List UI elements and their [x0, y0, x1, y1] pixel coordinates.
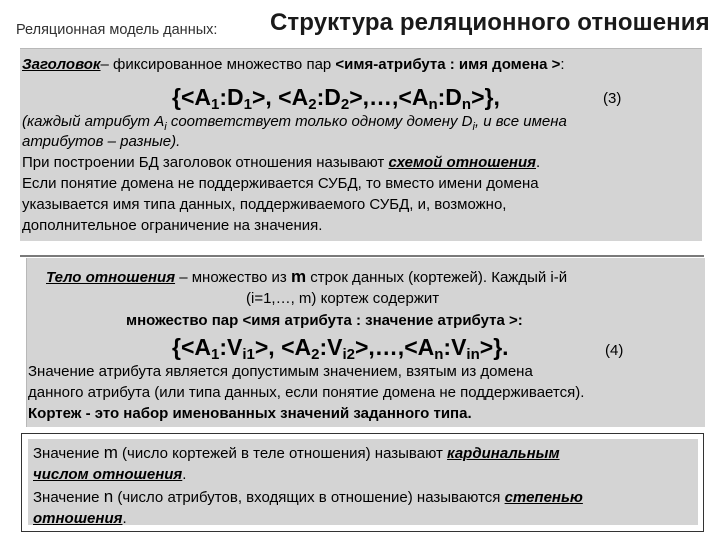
formula-4-sub: i2: [342, 346, 355, 363]
schema-text-end: .: [536, 154, 541, 171]
heading-term: Заголовок: [22, 56, 101, 73]
formula-3-part: :D: [219, 84, 244, 110]
degree-n: n: [103, 487, 114, 506]
attribute-value-line-2: данного атрибута (или типа данных, если понятие домена не поддерживается).: [28, 384, 585, 401]
formula-3-sub: n: [428, 96, 438, 113]
body-text: – множество из: [175, 269, 291, 286]
cardinality-term: кардинальным: [447, 445, 560, 462]
heading-definition-line: [22, 55, 565, 75]
domain-note-line-3: дополнительное ограничение на значения.: [22, 217, 323, 234]
formula-4-part: :V: [219, 334, 243, 360]
heading-note-line-2: атрибутов – разные).: [22, 133, 181, 150]
attribute-value-line-1: Значение атрибута является допустимым значением, взятым из домена: [28, 363, 533, 380]
degree-text: (число атрибутов, входящих в отношение) называются: [113, 489, 505, 506]
degree-line-2: [33, 509, 127, 529]
cardinality-text: Значение: [33, 445, 104, 462]
schema-term: схемой отношения: [388, 154, 536, 171]
formula-4-sub: i1: [242, 346, 255, 363]
cardinality-term-cont: числом отношения: [33, 466, 183, 483]
heading-definition-text-c: :: [560, 56, 565, 73]
degree-text-end: .: [122, 510, 127, 527]
formula-4-number: (4): [605, 342, 624, 359]
divider: [20, 255, 704, 257]
body-definition-line-3: множество пар <имя атрибута : значение атрибута >:: [126, 312, 523, 329]
formula-4-sub: 1: [211, 346, 220, 363]
formula-3-sub: 1: [243, 96, 252, 113]
formula-4-part: >,…,<A: [354, 334, 435, 360]
formula-3-part: :D: [316, 84, 341, 110]
heading-note-text: (каждый атрибут A: [22, 113, 165, 130]
tuple-definition-line: Кортеж - это набор именованных значений заданного типа.: [28, 405, 472, 422]
formula-3-sub: 2: [340, 96, 350, 113]
body-term: Тело отношения: [46, 269, 176, 286]
cardinality-text-end: .: [182, 466, 187, 483]
formula-3-sub: 2: [308, 96, 317, 113]
formula-3-part: {<A: [172, 84, 211, 110]
formula-4-sub: n: [434, 346, 444, 363]
formula-3-number: (3): [603, 90, 622, 107]
degree-term-cont: отношения: [33, 510, 123, 527]
heading-definition-text-b: <имя-атрибута : имя домена >: [335, 56, 561, 73]
cardinality-line-1: [33, 443, 560, 464]
formula-3-part: :D: [437, 84, 462, 110]
heading-definition-text-a: – фиксированное множество пар: [100, 56, 336, 73]
slide-subtitle: Реляционная модель данных:: [16, 22, 218, 38]
cardinality-m: m: [103, 443, 118, 462]
body-text: строк данных (кортежей). Каждый i-й: [306, 269, 568, 286]
formula-4-part: :V: [319, 334, 343, 360]
domain-note-line-2: указывается имя типа данных, поддерживаемого СУБД, и, возможно,: [22, 196, 507, 213]
body-definition-line-2: (i=1,…, m) кортеж содержит: [246, 290, 440, 307]
cardinality-text: (число кортежей в теле отношения) называют: [117, 445, 448, 462]
formula-3-part: >, <A: [251, 84, 309, 110]
schema-line: [22, 153, 540, 173]
formula-4-part: :V: [443, 334, 467, 360]
degree-line-1: [33, 487, 583, 508]
degree-text: Значение: [33, 489, 104, 506]
formula-4-part: >, <A: [254, 334, 312, 360]
formula-4-sub: in: [466, 346, 480, 363]
heading-note-sub: i: [164, 121, 167, 133]
body-definition-line-1: [46, 267, 567, 288]
formula-3-part: >},: [471, 84, 500, 110]
body-m: m: [290, 267, 307, 286]
schema-text: При построении БД заголовок отношения называют: [22, 154, 389, 171]
heading-note-text: , и все имена: [474, 113, 567, 130]
formula-3-part: >,…,<A: [349, 84, 429, 110]
formula-4-sub: 2: [311, 346, 320, 363]
heading-note-sub: i: [472, 121, 475, 133]
cardinality-line-2: [33, 465, 186, 485]
heading-note-text: соответствует только одному домену D: [166, 113, 473, 130]
slide-header: [0, 0, 720, 48]
domain-note-line-1: Если понятие домена не поддерживается СУБД, то вместо имени домена: [22, 175, 539, 192]
formula-3-sub: 1: [211, 96, 220, 113]
formula-4-part: >}.: [479, 334, 509, 360]
slide-title: Структура реляционного отношения: [270, 9, 710, 36]
formula-3-sub: n: [461, 96, 472, 113]
degree-term: степенью: [504, 489, 583, 506]
formula-4-part: {<A: [172, 334, 211, 360]
